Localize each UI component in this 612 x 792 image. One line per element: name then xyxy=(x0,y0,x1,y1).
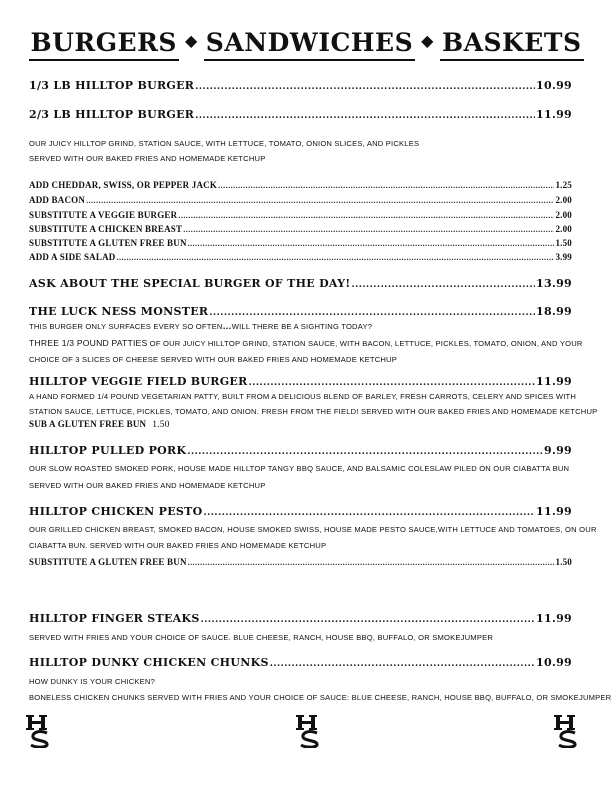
addon-gluten-free-bun xyxy=(29,238,572,248)
item-price: 11.99 xyxy=(536,612,572,625)
item-name: ASK ABOUT THE SPECIAL BURGER OF THE DAY! xyxy=(29,277,351,290)
item-name: 2/3 LB HILLTOP BURGER xyxy=(29,108,195,121)
item-price: 18.99 xyxy=(536,305,572,318)
addon-name: ADD A SIDE SALAD xyxy=(29,252,116,262)
addon-name: ADD CHEDDAR, SWISS, OR PEPPER JACK xyxy=(29,180,218,190)
desc-text: WILL THERE BE A SIGHTING TODAY? xyxy=(231,322,373,331)
item-name: HILLTOP FINGER STEAKS xyxy=(29,612,200,625)
veggie-gluten-free-option xyxy=(29,419,170,430)
item-name: THE LUCK NESS MONSTER xyxy=(29,305,209,318)
hs-logo-right xyxy=(554,714,580,748)
addon-name: ADD BACON xyxy=(29,195,86,205)
leader-dots xyxy=(209,308,535,318)
desc-text: THIS BURGER ONLY SURFACES EVERY SO OFTEN xyxy=(29,322,223,331)
menu-item-two-third-lb-burger xyxy=(29,108,572,121)
option-price: 1.50 xyxy=(152,420,170,430)
addon-side-salad xyxy=(29,252,572,262)
leader-dots xyxy=(116,253,554,262)
desc-line: HOW DUNKY IS YOUR CHICKEN? xyxy=(29,677,156,686)
menu-item-special-burger xyxy=(29,277,572,290)
item-name: 1/3 LB HILLTOP BURGER xyxy=(29,79,195,92)
item-price: 10.99 xyxy=(536,656,572,669)
menu-item-third-lb-burger xyxy=(29,79,572,92)
leader-dots xyxy=(249,378,536,388)
item-price: 11.99 xyxy=(536,375,572,388)
addon-name: SUBSTITUTE A GLUTEN FREE BUN xyxy=(29,238,187,248)
menu-item-dunky-chicken-chunks xyxy=(29,656,572,669)
addon-price: 1.50 xyxy=(555,557,572,567)
addon-chicken-breast xyxy=(29,224,572,234)
menu-item-pulled-pork xyxy=(29,444,572,457)
desc-line: OUR SLOW ROASTED SMOKED PORK, HOUSE MADE HILLTOP TANGY BBQ SAUCE, AND BALSAMIC COLESLAW PILED ON OUR CIABATTA BUN xyxy=(29,464,570,473)
leader-dots xyxy=(178,211,554,220)
addon-veggie-burger xyxy=(29,210,572,220)
option-label: SUB A GLUTEN FREE BUN xyxy=(29,419,147,429)
item-price: 9.99 xyxy=(544,444,572,457)
leader-dots xyxy=(352,280,536,290)
menu-title xyxy=(0,28,612,61)
item-name: HILLTOP VEGGIE FIELD BURGER xyxy=(29,375,248,388)
diamond-icon: ◆ xyxy=(184,31,198,50)
leader-dots xyxy=(270,659,535,669)
desc-text: OF OUR JUICY HILLTOP GRIND, STATION SAUCE, WITH BACON, LETTUCE, PICKLES, TOMATO, ONION, AND YOUR xyxy=(147,339,583,348)
menu-item-finger-steaks xyxy=(29,612,572,625)
leader-dots xyxy=(86,196,554,205)
menu-item-chicken-pesto xyxy=(29,505,572,518)
desc-line: CHOICE OF 3 SLICES OF CHEESE SERVED WITH OUR BAKED FRIES AND HOMEMADE KETCHUP xyxy=(29,355,398,364)
dunky-description xyxy=(29,674,612,706)
burger-description xyxy=(29,136,589,166)
desc-line: STATION SAUCE, LETTUCE, PICKLES, TOMATO, AND ONION. FRESH FROM THE FIELD! SERVED WITH OUR BAKED FRIES AND HOMEMADE KETCHUP xyxy=(29,407,598,416)
hs-logo-left xyxy=(26,714,52,748)
addon-price: 3.99 xyxy=(555,252,572,262)
chicken-pesto-description xyxy=(29,522,597,554)
desc-line: SERVED WITH FRIES AND YOUR CHOICE OF SAUCE. BLUE CHEESE, RANCH, HOUSE BBQ, BUFFALO, OR SMOKEJUMPER xyxy=(29,633,494,642)
desc-line xyxy=(29,335,589,352)
leader-dots xyxy=(183,225,554,234)
leader-dots xyxy=(188,558,555,567)
addon-cheese xyxy=(29,180,572,190)
item-price: 10.99 xyxy=(536,79,572,92)
addon-bacon xyxy=(29,195,572,205)
hs-logo-center xyxy=(296,714,322,748)
ellipsis: … xyxy=(222,321,232,331)
leader-dots xyxy=(195,111,535,121)
chicken-pesto-gluten-free-option xyxy=(29,557,572,567)
addon-price: 1.50 xyxy=(555,238,572,248)
menu-item-veggie-field-burger xyxy=(29,375,572,388)
item-price: 11.99 xyxy=(536,108,572,121)
addon-price: 2.00 xyxy=(555,195,572,205)
diamond-icon: ◆ xyxy=(421,31,434,50)
luck-ness-description xyxy=(29,318,589,368)
pulled-pork-description xyxy=(29,460,589,494)
desc-emphasis: THREE 1/3 POUND PATTIES xyxy=(29,338,148,348)
item-price: 11.99 xyxy=(536,505,572,518)
veggie-description xyxy=(29,389,598,419)
addon-price: 2.00 xyxy=(555,210,572,220)
desc-line: CIABATTA BUN. SERVED WITH OUR BAKED FRIES AND HOMEMADE KETCHUP xyxy=(29,541,327,550)
desc-line: BONELESS CHICKEN CHUNKS SERVED WITH FRIES AND YOUR CHOICE OF SAUCE: BLUE CHEESE, RANCH, HOUSE BBQ, BUFFALO, OR SMOKEJUMPER xyxy=(29,693,612,702)
addon-name: SUBSTITUTE A VEGGIE BURGER xyxy=(29,210,178,220)
leader-dots xyxy=(188,239,555,248)
addon-name: SUBSTITUTE A GLUTEN FREE BUN xyxy=(29,557,187,567)
item-name: HILLTOP DUNKY CHICKEN CHUNKS xyxy=(29,656,269,669)
addon-price: 2.00 xyxy=(555,224,572,234)
menu-item-luck-ness-monster xyxy=(29,305,572,318)
leader-dots xyxy=(201,615,535,625)
item-price: 13.99 xyxy=(536,277,572,290)
leader-dots xyxy=(195,82,535,92)
title-baskets: BASKETS xyxy=(440,28,584,61)
desc-line: OUR JUICY HILLTOP GRIND, STATION SAUCE, WITH LETTUCE, TOMATO, ONION SLICES, AND PICKLES xyxy=(29,139,420,148)
leader-dots xyxy=(204,508,536,518)
item-name: HILLTOP CHICKEN PESTO xyxy=(29,505,203,518)
addon-name: SUBSTITUTE A CHICKEN BREAST xyxy=(29,224,183,234)
desc-line: SERVED WITH OUR BAKED FRIES AND HOMEMADE KETCHUP xyxy=(29,154,266,163)
leader-dots xyxy=(187,447,543,457)
desc-line: A HAND FORMED 1/4 POUND VEGETARIAN PATTY, BUILT FROM A DELICIOUS BLEND OF BARLEY, FRESH CARROTS, CELERY AND SPICES WITH xyxy=(29,392,577,401)
item-name: HILLTOP PULLED PORK xyxy=(29,444,187,457)
desc-line: OUR GRILLED CHICKEN BREAST, SMOKED BACON, HOUSE SMOKED SWISS, HOUSE MADE PESTO SAUCE,WITH LETTUCE AND TOMATOES, ON OUR xyxy=(29,525,597,534)
leader-dots xyxy=(218,181,554,190)
desc-line: SERVED WITH OUR BAKED FRIES AND HOMEMADE KETCHUP xyxy=(29,481,266,490)
title-sandwiches: SANDWICHES xyxy=(204,28,415,61)
addon-price: 1.25 xyxy=(555,180,572,190)
title-burgers: BURGERS xyxy=(29,28,179,61)
finger-steaks-description xyxy=(29,630,589,645)
desc-line xyxy=(29,318,589,335)
